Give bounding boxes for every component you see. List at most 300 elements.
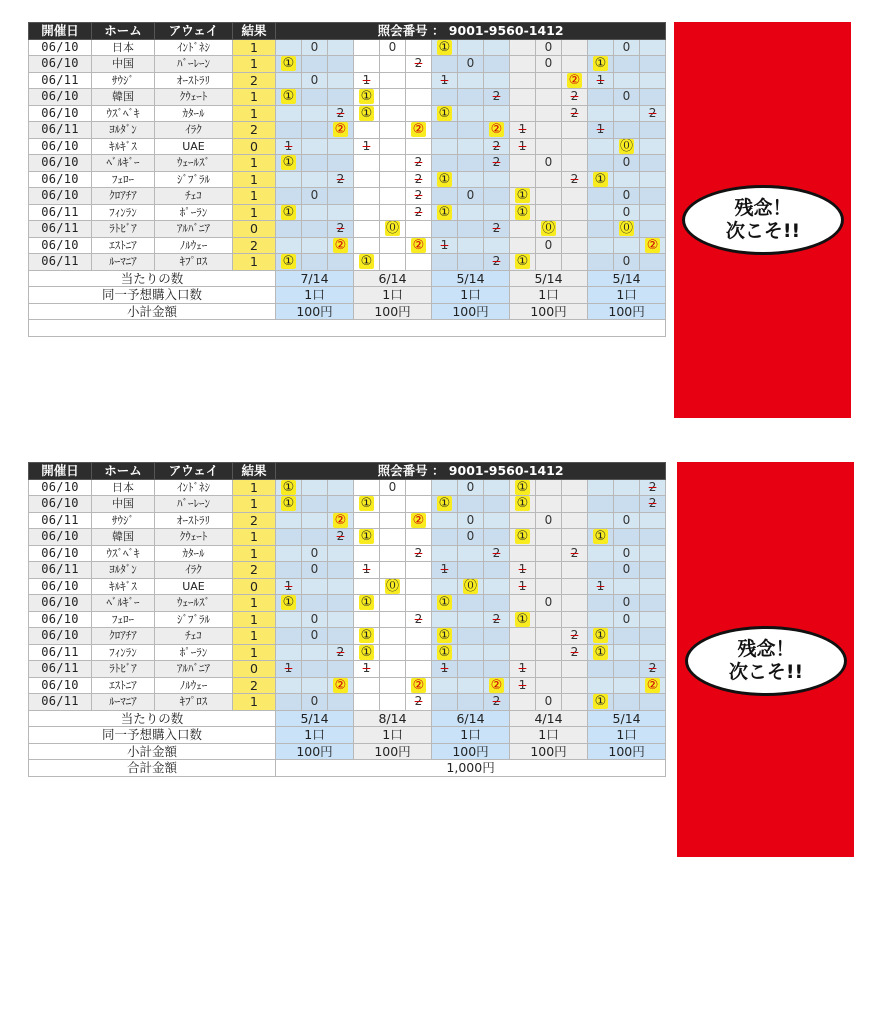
pick-cell (510, 611, 536, 628)
table-row (29, 479, 666, 496)
match-date: 06/10 (29, 237, 92, 254)
miss-mark: 1 (284, 578, 293, 593)
hit-mark: ② (334, 122, 347, 138)
pick-cell (640, 677, 666, 694)
pick-cell (302, 512, 328, 529)
home-team: 韓国 (92, 89, 155, 106)
result-table (28, 462, 666, 777)
hit-mark: ② (334, 237, 347, 253)
units-label: 同一予想購入口数 (29, 727, 276, 744)
pick-cell (328, 529, 354, 546)
miss-mark: 1 (518, 661, 527, 676)
hits-value: 8/14 (354, 710, 432, 727)
match-date: 06/10 (29, 595, 92, 612)
pick-cell (432, 39, 458, 56)
home-team: ｴｽﾄﾆｱ (92, 677, 155, 694)
pick-cell (640, 644, 666, 661)
hit-mark: ⓪ (385, 221, 399, 237)
pick-cell (536, 89, 562, 106)
pick-cell (406, 611, 432, 628)
subtotal-value: 100円 (354, 743, 432, 760)
pick-cell (406, 155, 432, 172)
pick-cell (380, 237, 406, 254)
table-row (29, 677, 666, 694)
pick-cell (432, 529, 458, 546)
match-date: 06/10 (29, 529, 92, 546)
pick-cell (276, 155, 302, 172)
miss-mark: 2 (492, 694, 501, 709)
pick-cell (640, 171, 666, 188)
pick-cell (588, 155, 614, 172)
pick-cell (510, 204, 536, 221)
away-team: ﾎﾟｰﾗﾝ (155, 644, 233, 661)
hit-mark: ① (282, 479, 295, 495)
hit-mark: ② (334, 512, 347, 528)
hit-mark: ① (282, 496, 295, 512)
pick-cell (536, 72, 562, 89)
pick-cell (432, 611, 458, 628)
match-date: 06/10 (29, 155, 92, 172)
units-value: 1口 (432, 287, 510, 304)
pick-cell (458, 595, 484, 612)
hit-mark: ② (646, 677, 659, 693)
pick-cell (432, 237, 458, 254)
total-value: 1,000円 (276, 760, 666, 777)
hit-mark: ① (282, 155, 295, 171)
pick-cell (380, 89, 406, 106)
pick-cell (484, 677, 510, 694)
miss-mark: 1 (596, 72, 605, 87)
pick-cell (536, 221, 562, 238)
pick-cell (536, 545, 562, 562)
pick-cell (302, 545, 328, 562)
pick-cell (276, 512, 302, 529)
pick-cell (614, 677, 640, 694)
match-result: 0 (233, 578, 276, 595)
pick-cell (536, 628, 562, 645)
pick-cell (380, 39, 406, 56)
pick-cell (302, 529, 328, 546)
miss-mark: 0 (544, 512, 553, 527)
miss-mark: 0 (544, 39, 553, 54)
pick-cell (328, 611, 354, 628)
match-result: 1 (233, 39, 276, 56)
pick-cell (510, 254, 536, 271)
pick-cell (640, 204, 666, 221)
pick-cell (380, 545, 406, 562)
miss-mark: 0 (466, 188, 475, 203)
pick-cell (458, 188, 484, 205)
hit-mark: ② (412, 122, 425, 138)
pick-cell (536, 479, 562, 496)
pick-cell (536, 188, 562, 205)
pick-cell (276, 188, 302, 205)
pick-cell (562, 595, 588, 612)
pick-cell (510, 122, 536, 139)
pick-cell (562, 39, 588, 56)
pick-cell (328, 496, 354, 513)
pick-cell (432, 644, 458, 661)
match-result: 2 (233, 237, 276, 254)
pick-cell (380, 677, 406, 694)
pick-cell (510, 72, 536, 89)
pick-cell (562, 578, 588, 595)
hit-mark: ② (334, 677, 347, 693)
match-date: 06/10 (29, 171, 92, 188)
pick-cell (354, 105, 380, 122)
hit-mark: ① (360, 496, 373, 512)
pick-cell (562, 138, 588, 155)
miss-mark: 2 (492, 89, 501, 104)
pick-cell (380, 138, 406, 155)
pick-cell (328, 105, 354, 122)
miss-mark: 1 (440, 237, 449, 252)
away-team: ｸｳｪｰﾄ (155, 529, 233, 546)
miss-mark: 0 (310, 611, 319, 626)
match-date: 06/10 (29, 56, 92, 73)
away-team: ｷﾌﾟﾛｽ (155, 694, 233, 711)
pick-cell (302, 578, 328, 595)
pick-cell (406, 89, 432, 106)
pick-cell (510, 578, 536, 595)
pick-cell (302, 221, 328, 238)
pick-cell (536, 56, 562, 73)
home-team: ﾌｪﾛｰ (92, 611, 155, 628)
pick-cell (588, 188, 614, 205)
pick-cell (536, 644, 562, 661)
miss-mark: 2 (570, 89, 579, 104)
table-row (29, 254, 666, 271)
hit-mark: ① (594, 644, 607, 660)
match-result: 0 (233, 661, 276, 678)
pick-cell (302, 122, 328, 139)
pick-cell (536, 562, 562, 579)
pick-cell (588, 56, 614, 73)
pick-cell (536, 529, 562, 546)
miss-mark: 2 (336, 105, 345, 120)
pick-cell (588, 105, 614, 122)
pick-cell (354, 479, 380, 496)
pick-cell (302, 138, 328, 155)
home-team: ﾙｰﾏﾆｱ (92, 254, 155, 271)
pick-cell (276, 529, 302, 546)
hits-value: 5/14 (276, 710, 354, 727)
subtotal-value: 100円 (432, 743, 510, 760)
table-row (29, 644, 666, 661)
pick-cell (562, 56, 588, 73)
total-label: 合計金額 (29, 760, 276, 777)
pick-cell (536, 171, 562, 188)
pick-cell (588, 204, 614, 221)
home-team: ｴｽﾄﾆｱ (92, 237, 155, 254)
miss-mark: 0 (466, 56, 475, 71)
miss-mark: 0 (466, 529, 475, 544)
miss-mark: 0 (310, 39, 319, 54)
pick-cell (406, 171, 432, 188)
pick-cell (276, 595, 302, 612)
hit-mark: ① (594, 529, 607, 545)
pick-cell (484, 545, 510, 562)
pick-cell (328, 512, 354, 529)
pick-cell (484, 694, 510, 711)
miss-mark: 2 (570, 628, 579, 643)
pick-cell (640, 155, 666, 172)
miss-mark: 0 (466, 512, 475, 527)
miss-mark: 0 (622, 611, 631, 626)
match-date: 06/11 (29, 644, 92, 661)
pick-cell (354, 644, 380, 661)
miss-mark: 0 (622, 39, 631, 54)
pick-cell (484, 611, 510, 628)
table-row (29, 661, 666, 678)
away-team: ｵｰｽﾄﾗﾘ (155, 72, 233, 89)
pick-cell (640, 479, 666, 496)
pick-cell (536, 138, 562, 155)
miss-mark: 2 (336, 221, 345, 236)
pick-cell (432, 595, 458, 612)
home-team: 中国 (92, 56, 155, 73)
pick-cell (328, 677, 354, 694)
miss-mark: 0 (544, 694, 553, 709)
pick-cell (510, 545, 536, 562)
pick-cell (484, 122, 510, 139)
pick-cell (458, 661, 484, 678)
pick-cell (562, 529, 588, 546)
pick-cell (640, 529, 666, 546)
pick-cell (406, 479, 432, 496)
pick-cell (614, 512, 640, 529)
total-row (29, 760, 666, 777)
pick-cell (562, 512, 588, 529)
miss-mark: 0 (544, 595, 553, 610)
pick-cell (458, 611, 484, 628)
pick-cell (536, 496, 562, 513)
pick-cell (614, 204, 640, 221)
match-result: 2 (233, 677, 276, 694)
hit-mark: ① (516, 496, 529, 512)
hits-row (29, 710, 666, 727)
pick-cell (510, 479, 536, 496)
miss-mark: 0 (622, 595, 631, 610)
pick-cell (406, 122, 432, 139)
away-team: ｱﾙﾊﾞﾆｱ (155, 221, 233, 238)
home-team: ﾍﾞﾙｷﾞｰ (92, 155, 155, 172)
table-row (29, 595, 666, 612)
pick-cell (484, 595, 510, 612)
pick-cell (484, 237, 510, 254)
pick-cell (328, 221, 354, 238)
pick-cell (328, 171, 354, 188)
pick-cell (354, 237, 380, 254)
match-result: 1 (233, 628, 276, 645)
pick-cell (484, 204, 510, 221)
away-team: ﾉﾙｳｪｰ (155, 677, 233, 694)
table-row (29, 628, 666, 645)
pick-cell (458, 644, 484, 661)
pick-cell (614, 155, 640, 172)
away-team: ｼﾞﾌﾞﾗﾙ (155, 171, 233, 188)
hits-value: 5/14 (432, 270, 510, 287)
pick-cell (614, 39, 640, 56)
pick-cell (328, 237, 354, 254)
pick-cell (302, 479, 328, 496)
hits-value: 4/14 (510, 710, 588, 727)
match-result: 1 (233, 644, 276, 661)
home-team: ﾙｰﾏﾆｱ (92, 694, 155, 711)
miss-mark: 0 (544, 155, 553, 170)
pick-cell (614, 578, 640, 595)
pick-cell (406, 677, 432, 694)
miss-mark: 2 (492, 155, 501, 170)
pick-cell (562, 254, 588, 271)
result-panel-1 (674, 22, 851, 418)
pick-cell (406, 496, 432, 513)
away-team: ｲﾗｸ (155, 122, 233, 139)
pick-cell (276, 237, 302, 254)
away-team: ｲﾗｸ (155, 562, 233, 579)
header-result: 結果 (233, 463, 276, 480)
pick-cell (276, 694, 302, 711)
pick-cell (484, 562, 510, 579)
hit-mark: ① (516, 479, 529, 495)
miss-mark: 0 (310, 628, 319, 643)
miss-mark: 2 (336, 171, 345, 186)
pick-cell (614, 479, 640, 496)
pick-cell (458, 254, 484, 271)
pick-cell (406, 595, 432, 612)
pick-cell (614, 72, 640, 89)
pick-cell (614, 254, 640, 271)
pick-cell (588, 578, 614, 595)
pick-cell (302, 644, 328, 661)
units-row (29, 287, 666, 304)
pick-cell (484, 496, 510, 513)
match-result: 2 (233, 562, 276, 579)
pick-cell (302, 661, 328, 678)
pick-cell (406, 529, 432, 546)
pick-cell (276, 122, 302, 139)
pick-cell (328, 644, 354, 661)
home-team: ｸﾛｱﾁｱ (92, 188, 155, 205)
hit-mark: ① (438, 496, 451, 512)
pick-cell (614, 661, 640, 678)
pick-cell (614, 122, 640, 139)
pick-cell (328, 204, 354, 221)
miss-mark: 0 (544, 56, 553, 71)
miss-mark: 2 (414, 56, 423, 71)
pick-cell (276, 39, 302, 56)
home-team: ﾖﾙﾀﾞﾝ (92, 122, 155, 139)
pick-cell (614, 595, 640, 612)
pick-cell (588, 496, 614, 513)
pick-cell (432, 562, 458, 579)
match-result: 1 (233, 171, 276, 188)
pick-cell (562, 89, 588, 106)
pick-cell (458, 545, 484, 562)
pick-cell (380, 661, 406, 678)
pick-cell (562, 221, 588, 238)
pick-cell (510, 677, 536, 694)
pick-cell (562, 545, 588, 562)
away-team: ﾁｪｺ (155, 188, 233, 205)
pick-cell (484, 72, 510, 89)
hit-mark: ① (282, 595, 295, 611)
pick-cell (588, 512, 614, 529)
hit-mark: ⓪ (619, 221, 633, 237)
bubble-line-1: 残念！ (737, 638, 795, 660)
pick-cell (406, 237, 432, 254)
match-result: 1 (233, 155, 276, 172)
miss-mark: 0 (544, 237, 553, 252)
hits-value: 6/14 (354, 270, 432, 287)
subtotal-value: 100円 (354, 303, 432, 320)
pick-cell (614, 562, 640, 579)
pick-cell (354, 512, 380, 529)
match-date: 06/11 (29, 72, 92, 89)
pick-cell (276, 72, 302, 89)
miss-mark: 0 (622, 204, 631, 219)
match-date: 06/11 (29, 562, 92, 579)
header-away: アウェイ (155, 23, 233, 40)
pick-cell (380, 221, 406, 238)
pick-cell (640, 628, 666, 645)
match-date: 06/10 (29, 611, 92, 628)
home-team: ﾖﾙﾀﾞﾝ (92, 562, 155, 579)
pick-cell (354, 138, 380, 155)
pick-cell (614, 694, 640, 711)
home-team: ﾗﾄﾋﾞｱ (92, 221, 155, 238)
away-team: ｲﾝﾄﾞﾈｼ (155, 479, 233, 496)
miss-mark: 0 (622, 562, 631, 577)
pick-cell (328, 188, 354, 205)
hit-mark: ① (516, 529, 529, 545)
pick-cell (406, 512, 432, 529)
pick-cell (536, 204, 562, 221)
table-row (29, 545, 666, 562)
result-panel-2 (677, 462, 854, 857)
miss-mark: 2 (336, 644, 345, 659)
match-result: 1 (233, 595, 276, 612)
miss-mark: 2 (492, 138, 501, 153)
pick-cell (302, 204, 328, 221)
pick-cell (302, 72, 328, 89)
pick-cell (614, 237, 640, 254)
pick-cell (354, 171, 380, 188)
pick-cell (432, 545, 458, 562)
home-team: 日本 (92, 479, 155, 496)
miss-mark: 2 (414, 155, 423, 170)
miss-mark: 1 (284, 661, 293, 676)
pick-cell (406, 72, 432, 89)
pick-cell (406, 545, 432, 562)
pick-cell (276, 644, 302, 661)
miss-mark: 1 (362, 72, 371, 87)
pick-cell (406, 694, 432, 711)
pick-cell (276, 56, 302, 73)
match-date: 06/11 (29, 254, 92, 271)
away-team: ｸｳｪｰﾄ (155, 89, 233, 106)
pick-cell (302, 562, 328, 579)
subtotal-value: 100円 (510, 303, 588, 320)
pick-cell (432, 72, 458, 89)
units-value: 1口 (276, 727, 354, 744)
table-row (29, 155, 666, 172)
units-value: 1口 (432, 727, 510, 744)
pick-cell (458, 221, 484, 238)
pick-cell (328, 122, 354, 139)
pick-cell (510, 694, 536, 711)
match-date: 06/11 (29, 122, 92, 139)
